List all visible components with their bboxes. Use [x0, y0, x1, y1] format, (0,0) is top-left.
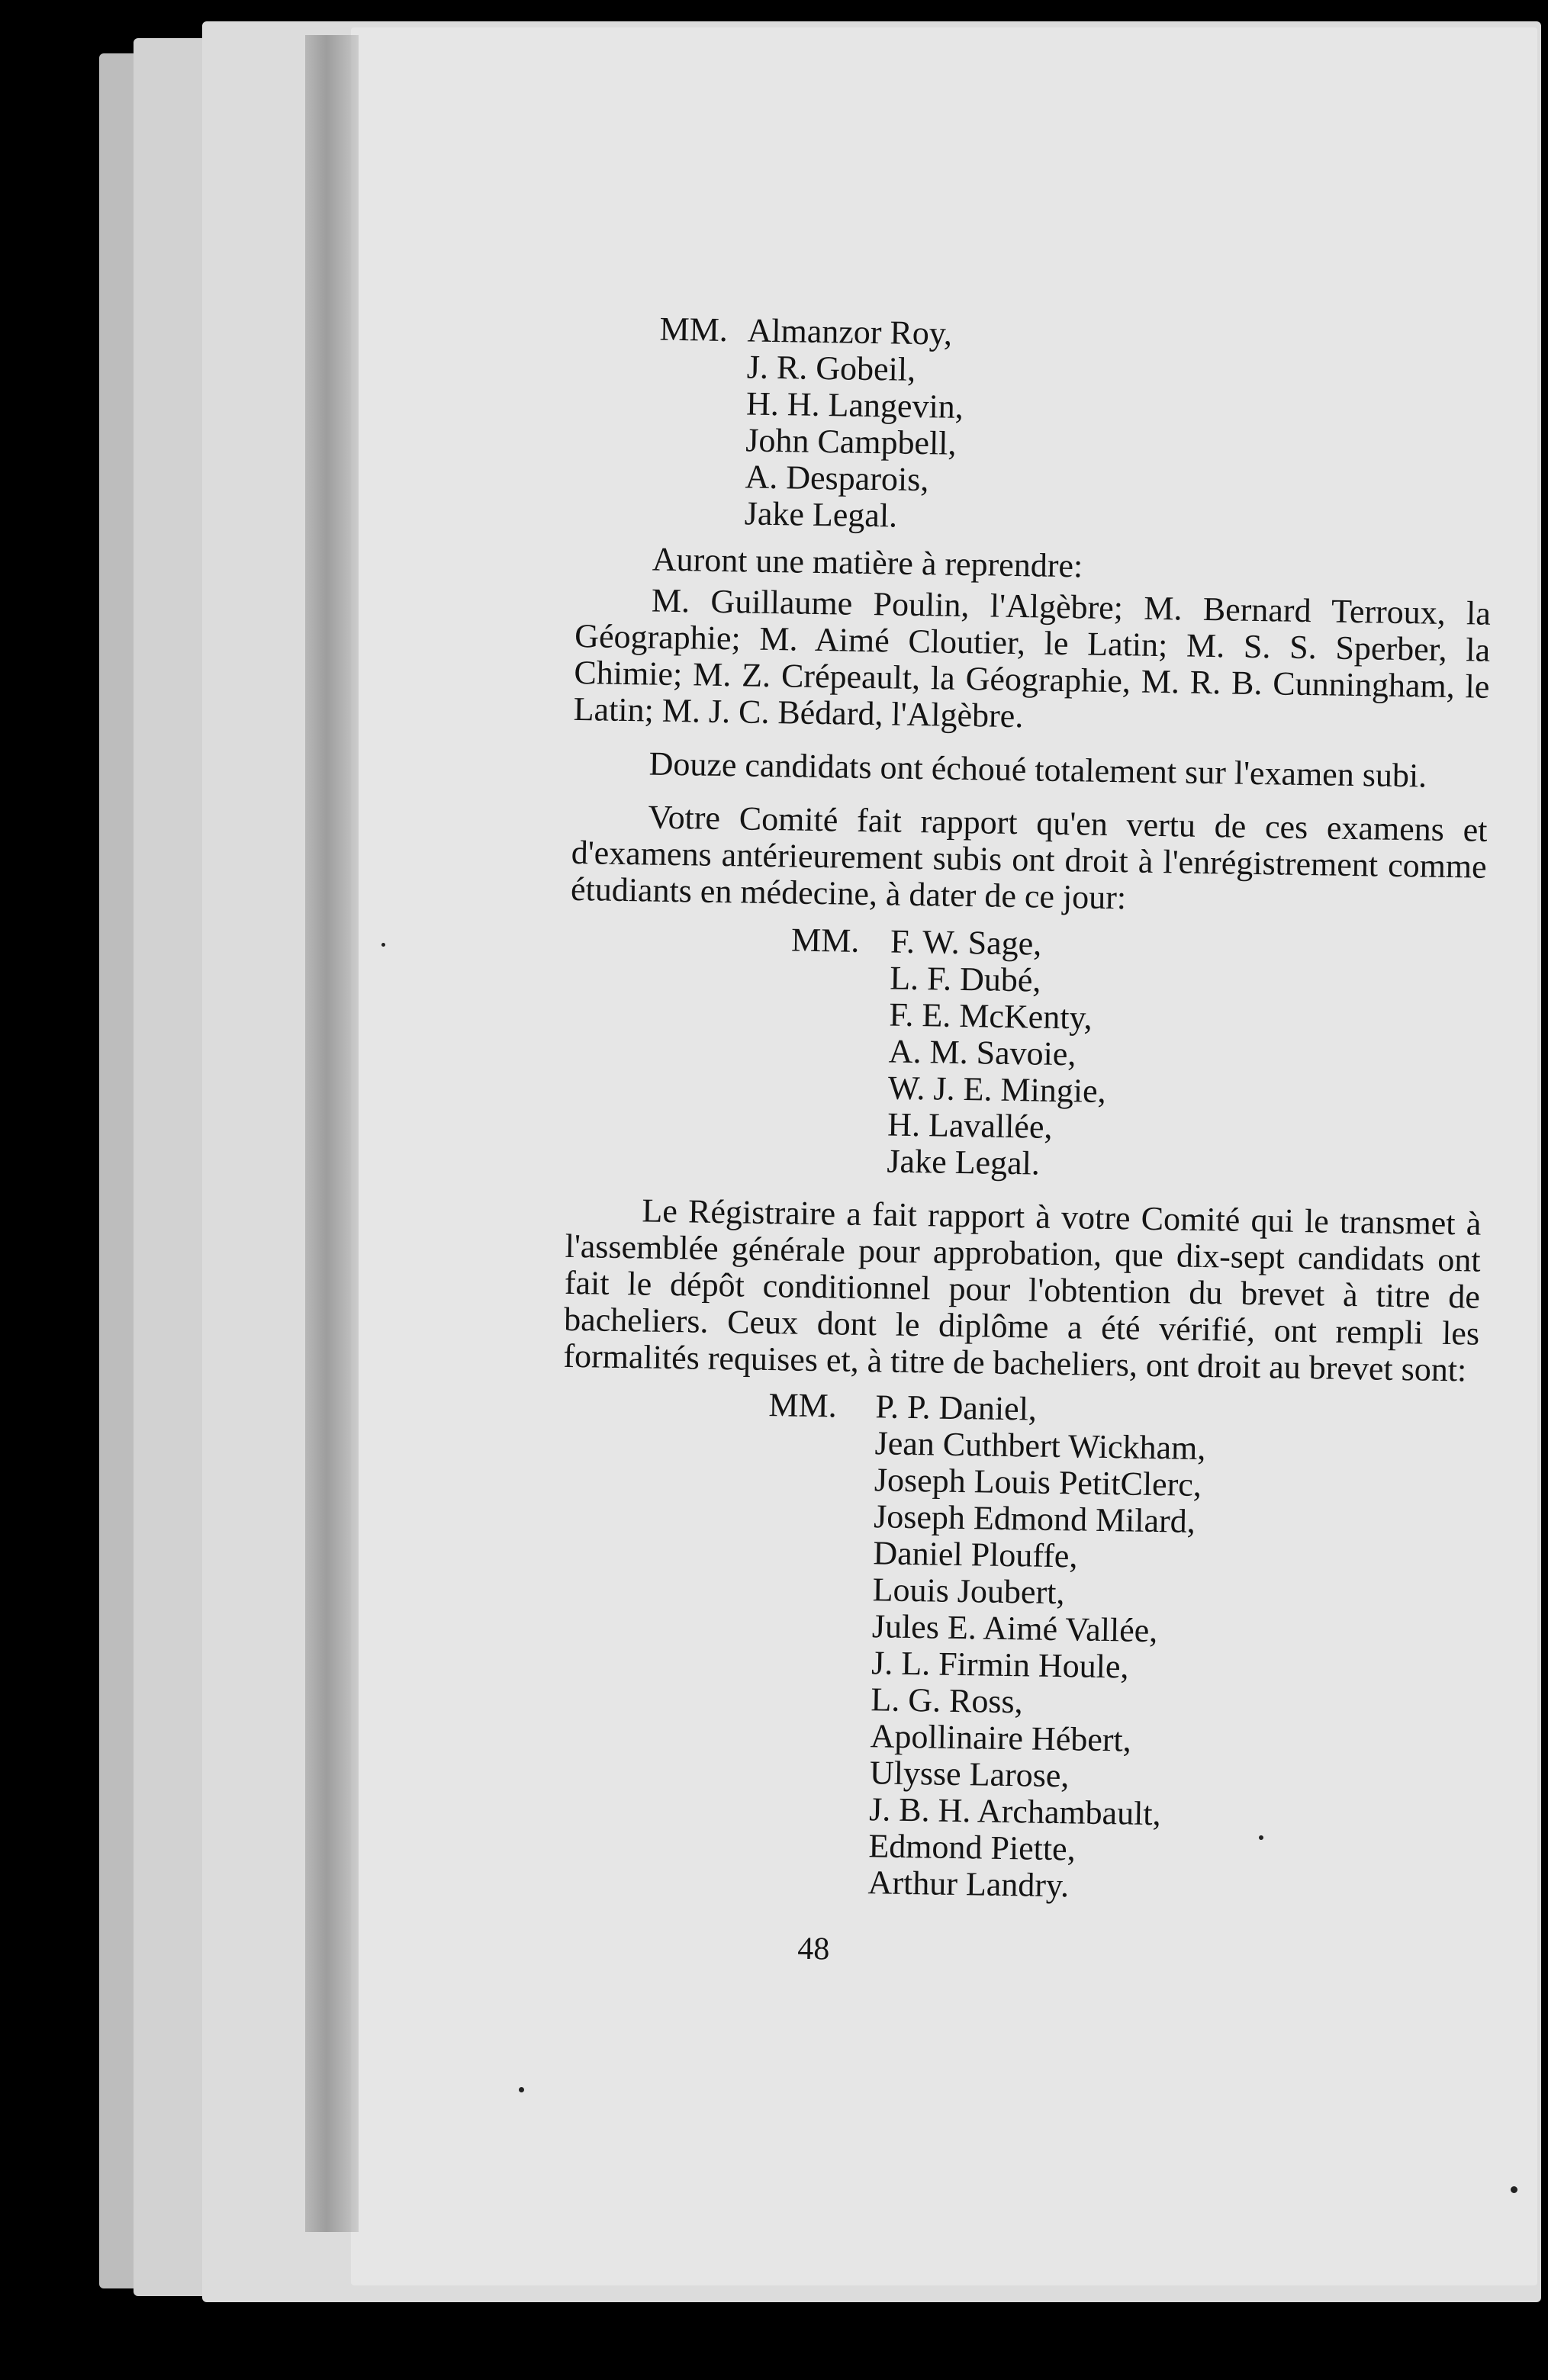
page-number: 48	[797, 1931, 830, 1967]
paragraph-enregistrement: Votre Comité fait rapport qu'en vertu de ces examens et d'examens antérieurement subis ont droit à l'enrégistrement comme étudiants en médecine, à dater de ce jour:	[570, 798, 1488, 917]
list-item: Daniel Plouffe,	[873, 1534, 1078, 1575]
list-item: J. L. Firmin Houle,	[871, 1644, 1129, 1686]
list-item: Arthur Landry.	[867, 1864, 1070, 1905]
list-item: MM. P. P. Daniel,	[768, 1386, 1038, 1428]
dust-speck	[381, 943, 385, 947]
list-prefix: MM.	[659, 310, 729, 349]
name-list-1	[659, 310, 1495, 543]
list-item: J. B. H. Archambault,	[868, 1790, 1162, 1833]
list-item: H. H. Langevin,	[745, 384, 964, 426]
list-item: Jules E. Aimé Vallée,	[871, 1607, 1158, 1650]
list-item: A. M. Savoie,	[888, 1032, 1077, 1073]
name-list-2	[790, 921, 1485, 1188]
list-item: Edmond Piette,	[868, 1827, 1077, 1868]
list-item: Jake Legal.	[887, 1142, 1041, 1182]
document-page	[351, 27, 1537, 2285]
list-item: Jean Cuthbert Wickham,	[874, 1424, 1206, 1468]
paragraph-reprendre: Auront une matière à reprendre:	[652, 540, 1083, 585]
list-item: Louis Joubert,	[872, 1571, 1065, 1612]
paragraph-echoue: Douze candidats ont échoué totalement sur l'examen subi.	[648, 745, 1427, 795]
dust-speck	[519, 2087, 524, 2092]
list-item: J. R. Gobeil,	[746, 348, 916, 388]
page-text	[552, 310, 1495, 2109]
list-item: MM. F. W. Sage,	[790, 921, 1042, 963]
list-item: W. J. E. Mingie,	[887, 1069, 1106, 1110]
paragraph-registraire: Le Régistraire a fait rapport à votre Comité qui le transmet à l'assemblée générale pour approbation, que dix-sept candidats ont fait le dépôt conditionnel pour l'obtention du brevet à titre de bacheliers. Ceux dont le diplôme a été vérifié, ont rempli les formalités requises et, à titre de bacheliers, ont droit au brevet sont:	[563, 1192, 1482, 1389]
list-item: A. Desparois,	[745, 458, 929, 499]
list-item: Joseph Edmond Milard,	[873, 1497, 1196, 1540]
list-item: Ulysse Larose,	[869, 1754, 1070, 1795]
name-list-3	[768, 1386, 1478, 1910]
binding-shadow	[305, 35, 359, 2232]
list-item: Jake Legal.	[744, 494, 898, 535]
list-item: John Campbell,	[745, 421, 957, 462]
dust-speck	[1259, 1835, 1263, 1840]
list-item: MM. Almanzor Roy,	[659, 310, 953, 352]
list-item: L. G. Ross,	[871, 1680, 1024, 1721]
list-item: Apollinaire Hébert,	[870, 1717, 1132, 1759]
paragraph-reprendre-names: M. Guillaume Poulin, l'Algèbre; M. Bernard Terroux, la Géographie; M. Aimé Cloutier, le Latin; M. S. S. Sperber, la Chimie; M. Z. Crépeault, la Géographie, M. R. B. Cunningham, le Latin; M. J. C. Bédard, l'Algèbre.	[573, 581, 1492, 735]
list-item: H. Lavallée,	[887, 1105, 1053, 1146]
list-item: F. E. McKenty,	[889, 995, 1093, 1037]
list-prefix: MM.	[768, 1386, 838, 1425]
list-item: L. F. Dubé,	[889, 959, 1041, 999]
dust-speck	[1511, 2186, 1517, 2193]
list-item: Joseph Louis PetitClerc,	[874, 1461, 1202, 1504]
list-prefix: MM.	[790, 921, 860, 960]
